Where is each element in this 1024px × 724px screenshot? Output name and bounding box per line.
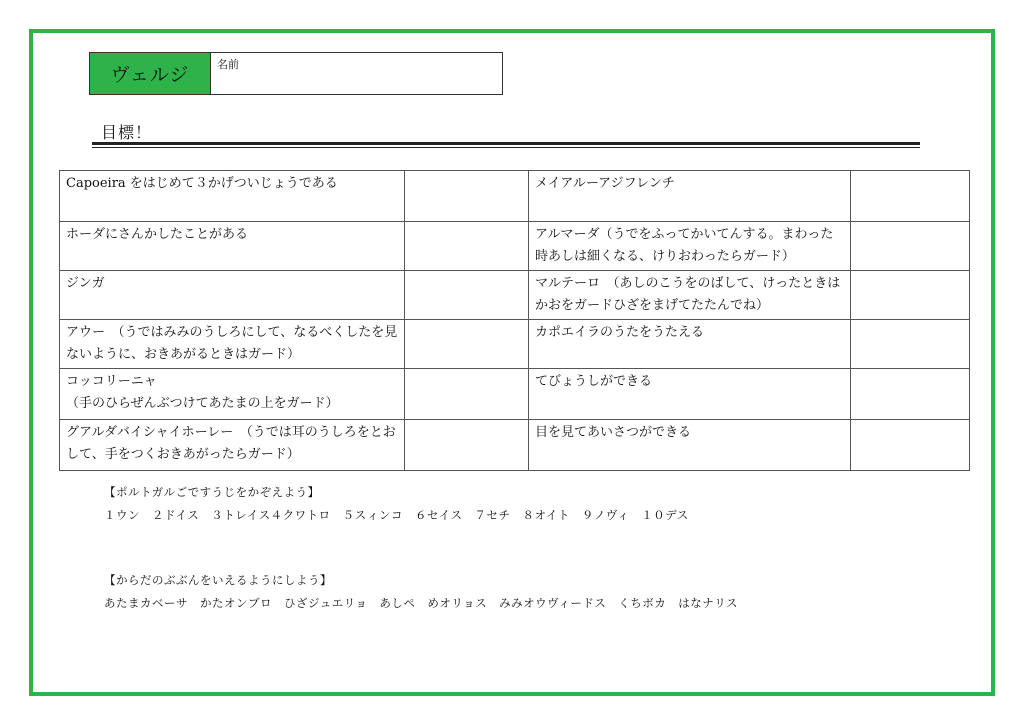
goal-left: グアルダバイシャイホーレー （うでは耳のうしろをとおして、手をつくおきあがったらガード） bbox=[60, 420, 405, 471]
goal-right-check[interactable] bbox=[851, 171, 970, 222]
body-parts-text: あたまカベーサ かたオンブロ ひざジュエリョ あしペ めオリョス みみオウヴィードス くちボカ はなナリス bbox=[104, 596, 739, 610]
table-row bbox=[60, 420, 970, 471]
goal-right-check[interactable] bbox=[851, 420, 970, 471]
goal-left-check[interactable] bbox=[405, 320, 529, 369]
counting-text: １ウン ２ドイス ３トレイス４クワトロ ５スィンコ ６セイス ７セチ ８オイト ９ノヴィ １０デス bbox=[104, 508, 689, 522]
goal-left-check[interactable] bbox=[405, 222, 529, 271]
goal-left: アウー （うではみみのうしろにして、なるべくしたを見ないように、おきあがるときはガード） bbox=[60, 320, 405, 369]
goal-left-check[interactable] bbox=[405, 369, 529, 420]
goal-left: ホーダにさんかしたことがある bbox=[60, 222, 405, 271]
table-row bbox=[60, 171, 970, 222]
goal-left-check[interactable] bbox=[405, 171, 529, 222]
level-label: ヴェルジ bbox=[90, 53, 211, 94]
goal-right: てびょうしができる bbox=[529, 369, 851, 420]
goal-right: アルマーダ（うでをふってかいてんする。まわった時あしは細くなる、けりおわったらガード） bbox=[529, 222, 851, 271]
name-field-label: 名前 bbox=[217, 58, 239, 71]
goal-right-check[interactable] bbox=[851, 271, 970, 320]
counting-heading: 【ポルトガルごですうじをかぞえよう】 bbox=[104, 485, 320, 499]
goal-right: メイアルーアジフレンチ bbox=[529, 171, 851, 222]
table-row bbox=[60, 320, 970, 369]
name-field[interactable] bbox=[211, 53, 502, 94]
heading-rule-thin bbox=[92, 147, 920, 148]
goal-right-check[interactable] bbox=[851, 320, 970, 369]
goal-left-check[interactable] bbox=[405, 271, 529, 320]
goals-heading: 目標！ bbox=[101, 123, 153, 142]
body-parts-heading: 【からだのぶぶんをいえるようにしよう】 bbox=[104, 573, 332, 587]
goal-left: コッコリーニャ （手のひらぜんぶつけてあたまの上をガード） bbox=[60, 369, 405, 420]
heading-rule bbox=[92, 142, 920, 145]
level-name-box bbox=[89, 52, 503, 95]
table-row bbox=[60, 222, 970, 271]
goal-right: 目を見てあいさつができる bbox=[529, 420, 851, 471]
table-row bbox=[60, 369, 970, 420]
goal-left-check[interactable] bbox=[405, 420, 529, 471]
goal-left: Capoeira をはじめて３かげついじょうである bbox=[60, 171, 405, 222]
goal-right: カポエイラのうたをうたえる bbox=[529, 320, 851, 369]
goals-table bbox=[59, 170, 970, 471]
goal-right-check[interactable] bbox=[851, 369, 970, 420]
goal-left: ジンガ bbox=[60, 271, 405, 320]
goal-right: マルテーロ （あしのこうをのばして、けったときはかおをガードひざをまげてたたんでね） bbox=[529, 271, 851, 320]
goal-right-check[interactable] bbox=[851, 222, 970, 271]
table-row bbox=[60, 271, 970, 320]
